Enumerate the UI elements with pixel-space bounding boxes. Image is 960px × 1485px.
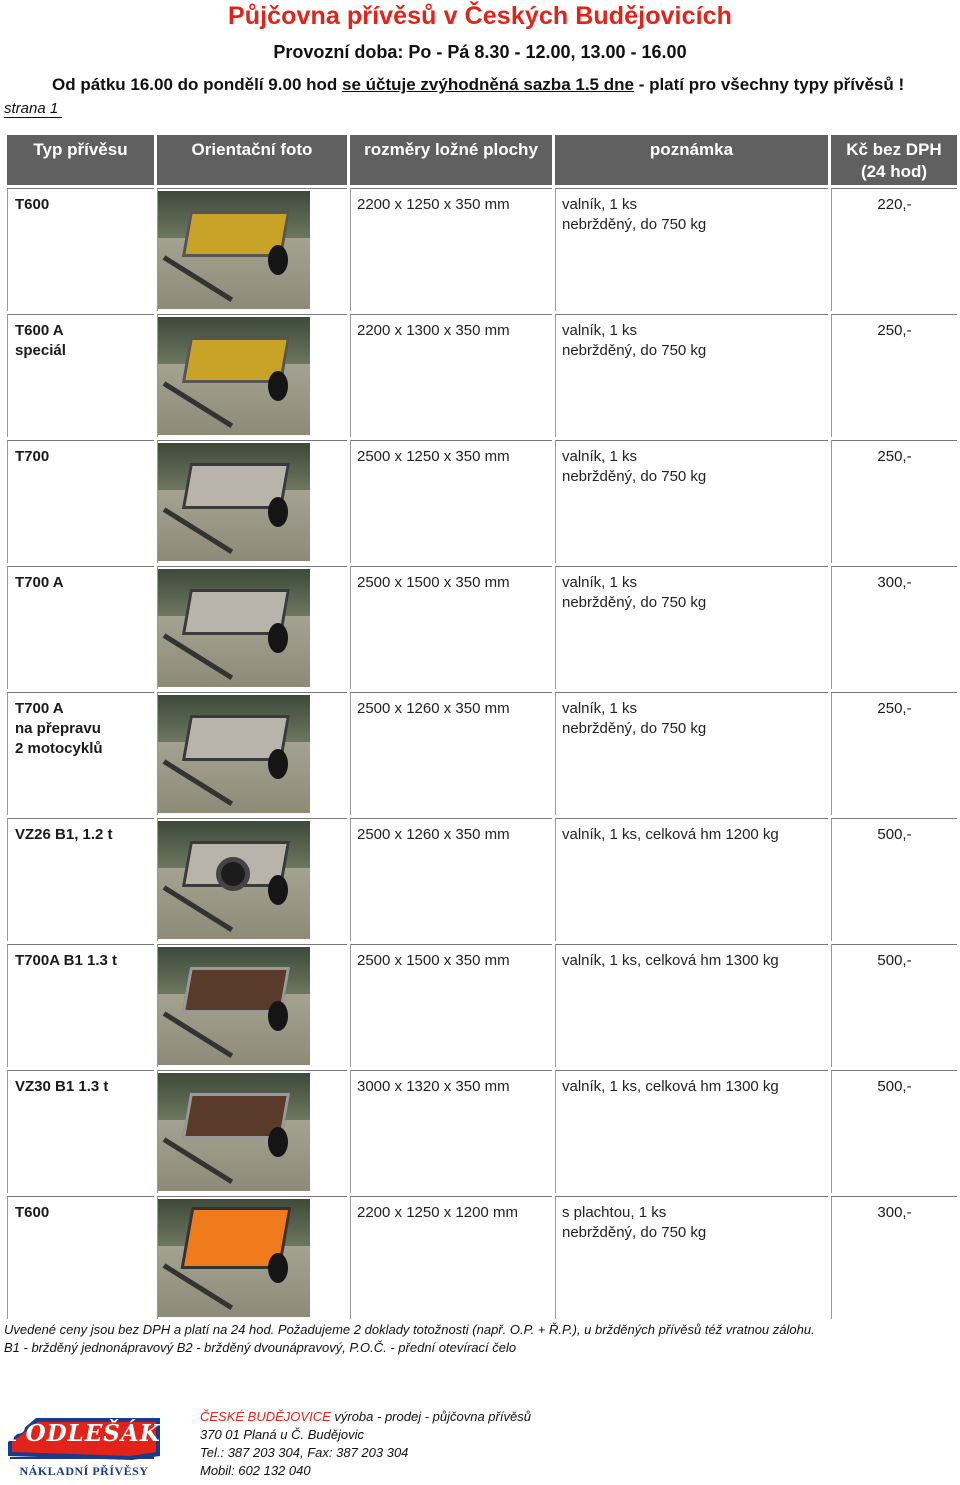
col-header-type: Typ přívěsu bbox=[7, 135, 154, 185]
table-row bbox=[7, 566, 957, 689]
col-header-price bbox=[831, 135, 957, 185]
col-header-photo: Orientační foto bbox=[157, 135, 347, 185]
table-header-row bbox=[7, 135, 957, 185]
trailer-note-line: s plachtou, 1 ks bbox=[562, 1204, 667, 1221]
trailer-type-line: T600 bbox=[15, 1204, 50, 1221]
trailer-note bbox=[555, 566, 828, 689]
bed-dimensions: 2500 x 1260 x 350 mm bbox=[350, 692, 552, 815]
trailer-type-line: T600 A bbox=[15, 322, 64, 339]
trailer-type bbox=[7, 944, 154, 1067]
photo-part bbox=[268, 875, 288, 905]
notice-suffix: - platí pro všechny typy přívěsů ! bbox=[638, 75, 905, 94]
trailer-note bbox=[555, 314, 828, 437]
trailer-note-line: nebržděný, do 750 kg bbox=[562, 1224, 707, 1241]
photo-part bbox=[268, 245, 288, 275]
bed-dimensions: 2200 x 1250 x 350 mm bbox=[350, 188, 552, 311]
bed-dimensions: 2500 x 1500 x 350 mm bbox=[350, 566, 552, 689]
trailer-type-line: na přepravu bbox=[15, 720, 101, 737]
brown-trailer-photo bbox=[158, 1073, 310, 1191]
table-row bbox=[7, 692, 957, 815]
rental-price: 500,- bbox=[831, 818, 957, 941]
contact-tagline: výroba - prodej - půjčovna přívěsů bbox=[330, 1409, 531, 1424]
contact-address: 370 01 Planá u Č. Budějovic bbox=[200, 1427, 365, 1442]
trailer-type bbox=[7, 692, 154, 815]
photo-part bbox=[268, 371, 288, 401]
rental-price: 300,- bbox=[831, 566, 957, 689]
photo-cell bbox=[157, 1196, 347, 1319]
rental-price: 500,- bbox=[831, 1070, 957, 1193]
contact-block bbox=[200, 1408, 531, 1480]
brown-trailer-photo bbox=[158, 947, 310, 1065]
trailer-note-line: nebržděný, do 750 kg bbox=[562, 216, 707, 233]
photo-part bbox=[268, 623, 288, 653]
weekend-notice bbox=[52, 75, 904, 95]
trailer-type-line: T700 bbox=[15, 448, 50, 465]
page-title: Půjčovna přívěsů v Českých Budějovicích bbox=[227, 2, 733, 30]
trailer-note bbox=[555, 1196, 828, 1319]
trailer-type bbox=[7, 566, 154, 689]
bed-dimensions: 2200 x 1300 x 350 mm bbox=[350, 314, 552, 437]
photo-cell bbox=[157, 818, 347, 941]
rental-price: 300,- bbox=[831, 1196, 957, 1319]
rental-price: 220,- bbox=[831, 188, 957, 311]
trailer-type-line: VZ26 B1, 1.2 t bbox=[15, 826, 113, 843]
photo-part bbox=[268, 1253, 288, 1283]
table-row bbox=[7, 440, 957, 563]
yellow-trailer-photo bbox=[158, 317, 310, 435]
trailer-type bbox=[7, 314, 154, 437]
table-row bbox=[7, 1196, 957, 1319]
photo-part bbox=[268, 497, 288, 527]
trailer-note bbox=[555, 944, 828, 1067]
photo-cell bbox=[157, 1070, 347, 1193]
table-row bbox=[7, 1070, 957, 1193]
notice-underlined: se účtuje zvýhodněná sazba 1.5 dne bbox=[342, 75, 634, 94]
table-row bbox=[7, 944, 957, 1067]
opening-hours: Provozní doba: Po - Pá 8.30 - 12.00, 13.00 - 16.00 bbox=[273, 42, 687, 62]
trailer-note bbox=[555, 818, 828, 941]
photo-cell bbox=[157, 314, 347, 437]
photo-part bbox=[216, 857, 250, 891]
trailer-type-line: 2 motocyklů bbox=[15, 740, 103, 757]
trailer-type bbox=[7, 1196, 154, 1319]
footnote-prices: Uvedené ceny jsou bez DPH a platí na 24 hod. Požadujeme 2 doklady totožnosti (např. O.P. + Ř.P.), u bržděných přívěsů též vratnou zálohu. bbox=[4, 1322, 815, 1337]
trailer-note-line: nebržděný, do 750 kg bbox=[562, 720, 707, 737]
trailer-type bbox=[7, 1070, 154, 1193]
table-row bbox=[7, 188, 957, 311]
table-row bbox=[7, 314, 957, 437]
rental-price: 250,- bbox=[831, 314, 957, 437]
trailer-note-line: valník, 1 ks bbox=[562, 322, 638, 339]
trailer-type-line: T700 A bbox=[15, 574, 64, 591]
trailer-note-line: valník, 1 ks bbox=[562, 448, 638, 465]
trailer-note bbox=[555, 1070, 828, 1193]
logo-subtitle: NÁKLADNÍ PŘÍVĚSY bbox=[19, 1464, 149, 1478]
photo-cell bbox=[157, 188, 347, 311]
contact-line-1 bbox=[200, 1408, 531, 1426]
logo-name: PODLEŠÁK bbox=[7, 1420, 161, 1447]
footnote-legend: B1 - bržděný jednonápravový B2 - bržděný dvounápravový, P.O.Č. - přední otevírací čelo bbox=[4, 1340, 517, 1355]
bed-dimensions: 2500 x 1500 x 350 mm bbox=[350, 944, 552, 1067]
photo-cell bbox=[157, 692, 347, 815]
trailer-note bbox=[555, 440, 828, 563]
photo-part bbox=[268, 749, 288, 779]
trailer-note bbox=[555, 692, 828, 815]
contact-mobile: Mobil: 602 132 040 bbox=[200, 1463, 311, 1478]
braked-trailer-photo bbox=[158, 821, 310, 939]
trailer-type-line: T600 bbox=[15, 196, 50, 213]
bed-dimensions: 2500 x 1250 x 350 mm bbox=[350, 440, 552, 563]
trailer-note-line: valník, 1 ks bbox=[562, 196, 638, 213]
trailer-note-line: nebržděný, do 750 kg bbox=[562, 594, 707, 611]
rental-price: 250,- bbox=[831, 692, 957, 815]
page-label: strana 1 bbox=[4, 101, 62, 118]
yellow-trailer-photo bbox=[158, 191, 310, 309]
trailer-type bbox=[7, 188, 154, 311]
photo-cell bbox=[157, 566, 347, 689]
rental-price: 500,- bbox=[831, 944, 957, 1067]
table-row bbox=[7, 818, 957, 941]
trailer-note-line: valník, 1 ks bbox=[562, 574, 638, 591]
trailer-type-line: VZ30 B1 1.3 t bbox=[15, 1078, 109, 1095]
trailer-note-line: valník, 1 ks, celková hm 1200 kg bbox=[562, 826, 779, 843]
col-header-note: poznámka bbox=[555, 135, 828, 185]
trailer-note-line: nebržděný, do 750 kg bbox=[562, 342, 707, 359]
contact-phone: Tel.: 387 203 304, Fax: 387 203 304 bbox=[200, 1445, 409, 1460]
grey-trailer-photo bbox=[158, 569, 310, 687]
photo-cell bbox=[157, 440, 347, 563]
bed-dimensions: 2200 x 1250 x 1200 mm bbox=[350, 1196, 552, 1319]
price-table bbox=[4, 132, 960, 1322]
trailer-type bbox=[7, 818, 154, 941]
trailer-note-line: valník, 1 ks, celková hm 1300 kg bbox=[562, 952, 779, 969]
tarpaulin-trailer-photo bbox=[158, 1199, 310, 1317]
col-header-price-period: (24 hod) bbox=[860, 162, 928, 181]
grey-trailer-photo bbox=[158, 443, 310, 561]
trailer-note-line: nebržděný, do 750 kg bbox=[562, 468, 707, 485]
trailer-type-line: speciál bbox=[15, 342, 66, 359]
photo-part bbox=[268, 1001, 288, 1031]
trailer-type bbox=[7, 440, 154, 563]
trailer-note-line: valník, 1 ks bbox=[562, 700, 638, 717]
col-header-price-label: Kč bez DPH bbox=[846, 140, 942, 159]
col-header-dimensions: rozměry ložné plochy bbox=[350, 135, 552, 185]
photo-part bbox=[268, 1127, 288, 1157]
contact-city: ČESKÉ BUDĚJOVICE bbox=[200, 1409, 331, 1424]
trailer-note bbox=[555, 188, 828, 311]
bed-dimensions: 3000 x 1320 x 350 mm bbox=[350, 1070, 552, 1193]
rental-price: 250,- bbox=[831, 440, 957, 563]
podlesak-logo bbox=[4, 1412, 164, 1484]
photo-cell bbox=[157, 944, 347, 1067]
motorcycle-trailer-photo bbox=[158, 695, 310, 813]
bed-dimensions: 2500 x 1260 x 350 mm bbox=[350, 818, 552, 941]
trailer-type-line: T700 A bbox=[15, 700, 64, 717]
trailer-note-line: valník, 1 ks, celková hm 1300 kg bbox=[562, 1078, 779, 1095]
notice-prefix: Od pátku 16.00 do pondělí 9.00 hod bbox=[52, 75, 338, 94]
trailer-type-line: T700A B1 1.3 t bbox=[15, 952, 117, 969]
